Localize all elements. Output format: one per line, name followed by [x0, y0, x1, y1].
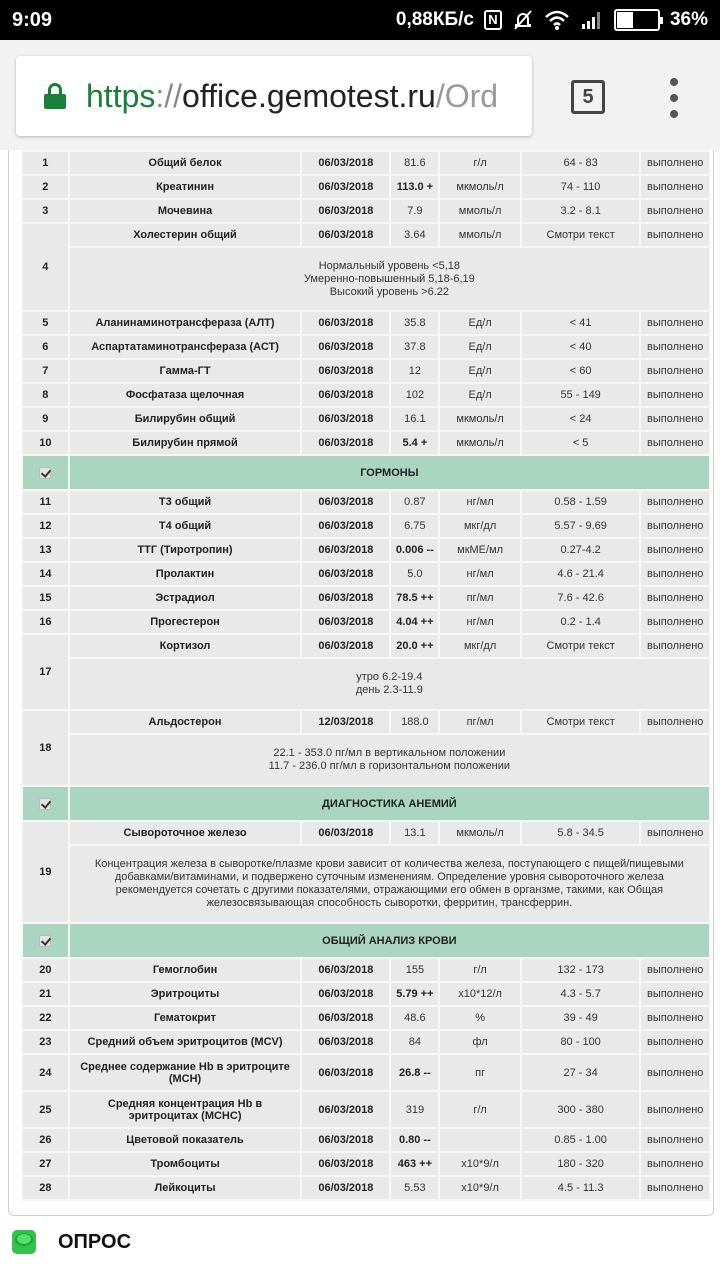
test-value: 81.6 [390, 151, 439, 175]
row-number: 9 [22, 407, 69, 431]
reference-range: 7.6 - 42.6 [521, 586, 641, 610]
test-unit [439, 1128, 521, 1152]
test-value: 102 [390, 383, 439, 407]
test-status: выполнено [640, 490, 710, 514]
table-row [22, 982, 710, 1006]
results-card [8, 150, 714, 1216]
checkbox-icon[interactable] [39, 798, 51, 810]
tab-switcher-button[interactable]: 5 [571, 80, 605, 114]
test-date: 06/03/2018 [301, 490, 390, 514]
url-separator: :// [155, 77, 183, 114]
test-name: Прогестерон [69, 610, 302, 634]
row-number: 18 [22, 710, 69, 786]
reference-note [69, 658, 710, 710]
test-status: выполнено [640, 982, 710, 1006]
wifi-icon [544, 9, 570, 31]
test-value: 78.5 ++ [390, 586, 439, 610]
test-date: 06/03/2018 [301, 407, 390, 431]
row-number: 17 [22, 634, 69, 710]
row-number: 26 [22, 1128, 69, 1152]
reference-range: 80 - 100 [521, 1030, 641, 1054]
test-status: выполнено [640, 1128, 710, 1152]
test-date: 06/03/2018 [301, 383, 390, 407]
test-name: Альдостерон [69, 710, 302, 734]
test-unit: % [439, 1006, 521, 1030]
row-number: 11 [22, 490, 69, 514]
table-row [22, 1091, 710, 1128]
test-status: выполнено [640, 821, 710, 845]
test-unit: нг/мл [439, 490, 521, 514]
table-row [22, 359, 710, 383]
test-date: 06/03/2018 [301, 335, 390, 359]
test-status: выполнено [640, 407, 710, 431]
test-name: Холестерин общий [69, 223, 302, 247]
test-status: выполнено [640, 562, 710, 586]
test-unit: пг/мл [439, 586, 521, 610]
table-row [22, 407, 710, 431]
test-name: Тромбоциты [69, 1152, 302, 1176]
test-date: 06/03/2018 [301, 538, 390, 562]
test-name: Аспартатаминотрансфераза (АСТ) [69, 335, 302, 359]
section-title: ГОРМОНЫ [69, 455, 710, 490]
test-status: выполнено [640, 634, 710, 658]
test-unit: x10*9/л [439, 1176, 521, 1200]
reference-range: 180 - 320 [521, 1152, 641, 1176]
section-checkbox-cell [22, 923, 69, 958]
test-name: Гематокрит [69, 1006, 302, 1030]
row-number: 10 [22, 431, 69, 455]
table-row [22, 1030, 710, 1054]
test-value: 12 [390, 359, 439, 383]
test-value: 155 [390, 958, 439, 982]
test-status: выполнено [640, 1176, 710, 1200]
test-name: Среднее содержание Hb в эритроците (MCH) [69, 1054, 302, 1091]
test-status: выполнено [640, 710, 710, 734]
table-row [22, 490, 710, 514]
test-status: выполнено [640, 1006, 710, 1030]
test-name: Пролактин [69, 562, 302, 586]
test-status: выполнено [640, 610, 710, 634]
test-unit: мкмоль/л [439, 821, 521, 845]
test-name: Билирубин общий [69, 407, 302, 431]
url-path: /Ord [435, 77, 499, 114]
test-unit: x10*9/л [439, 1152, 521, 1176]
url-host: office.gemotest.ru [182, 77, 436, 114]
test-name: Мочевина [69, 199, 302, 223]
test-unit: мкМЕ/мл [439, 538, 521, 562]
test-unit: нг/мл [439, 610, 521, 634]
test-value: 3.64 [390, 223, 439, 247]
table-row [22, 175, 710, 199]
test-value: 113.0 + [390, 175, 439, 199]
signal-icon [580, 10, 604, 30]
reference-range: < 60 [521, 359, 641, 383]
test-date: 06/03/2018 [301, 821, 390, 845]
checkbox-icon[interactable] [39, 467, 51, 479]
table-row [22, 821, 710, 845]
test-date: 06/03/2018 [301, 958, 390, 982]
test-name: Т3 общий [69, 490, 302, 514]
clock: 9:09 [12, 8, 53, 31]
reference-range: 0.58 - 1.59 [521, 490, 641, 514]
test-status: выполнено [640, 223, 710, 247]
table-row [22, 710, 710, 734]
test-date: 06/03/2018 [301, 1030, 390, 1054]
test-unit: пг/мл [439, 710, 521, 734]
reference-range: 300 - 380 [521, 1091, 641, 1128]
reference-range: < 24 [521, 407, 641, 431]
browser-toolbar [0, 40, 720, 150]
test-status: выполнено [640, 586, 710, 610]
test-unit: ммоль/л [439, 223, 521, 247]
test-name: Общий белок [69, 151, 302, 175]
test-value: 0.87 [390, 490, 439, 514]
test-unit: пг [439, 1054, 521, 1091]
test-value: 463 ++ [390, 1152, 439, 1176]
test-unit: мкмоль/л [439, 407, 521, 431]
test-name: Т4 общий [69, 514, 302, 538]
test-date: 06/03/2018 [301, 431, 390, 455]
reference-range: Смотри текст [521, 710, 641, 734]
note-line: Концентрация железа в сыворотке/плазме крови зависит от количества железа, поступающего с пищей/пищевыми добавками/витаминами, и подвержено суточным изменениям. Определение уровня сывороточного железа рекомендуется сочетать с другими показателями, отражающими его обмен в органзме, такими, как Общая железосвязывающая способность сыворотки, ферритин, трансферрин. [94, 858, 684, 909]
section-checkbox-cell [22, 455, 69, 490]
battery-percent: 36% [669, 9, 708, 30]
test-unit: г/л [439, 1091, 521, 1128]
reference-range: 3.2 - 8.1 [521, 199, 641, 223]
test-value: 4.04 ++ [390, 610, 439, 634]
test-name: Эстрадиол [69, 586, 302, 610]
test-unit: г/л [439, 958, 521, 982]
test-date: 06/03/2018 [301, 311, 390, 335]
table-row [22, 1128, 710, 1152]
lock-icon [44, 83, 66, 109]
test-status: выполнено [640, 151, 710, 175]
test-value: 48.6 [390, 1006, 439, 1030]
reference-range: 0.2 - 1.4 [521, 610, 641, 634]
test-unit: мкг/дл [439, 514, 521, 538]
reference-note [69, 845, 710, 923]
reference-range: < 41 [521, 311, 641, 335]
note-line: день 2.3-11.9 [355, 684, 423, 696]
table-row [22, 311, 710, 335]
test-date: 06/03/2018 [301, 1152, 390, 1176]
test-name: Гемоглобин [69, 958, 302, 982]
reference-range: 0.85 - 1.00 [521, 1128, 641, 1152]
table-row [22, 634, 710, 658]
row-number: 27 [22, 1152, 69, 1176]
test-name: Средний объем эритроцитов (MCV) [69, 1030, 302, 1054]
test-date: 06/03/2018 [301, 1091, 390, 1128]
test-date: 06/03/2018 [301, 1176, 390, 1200]
row-number: 2 [22, 175, 69, 199]
survey-link[interactable] [12, 1228, 131, 1256]
table-row [22, 1006, 710, 1030]
reference-range: 5.8 - 34.5 [521, 821, 641, 845]
test-unit: Ед/л [439, 311, 521, 335]
row-number: 23 [22, 1030, 69, 1054]
row-number: 28 [22, 1176, 69, 1200]
test-value: 5.0 [390, 562, 439, 586]
test-name: Кортизол [69, 634, 302, 658]
row-number: 8 [22, 383, 69, 407]
test-value: 5.79 ++ [390, 982, 439, 1006]
section-anemia [22, 786, 710, 821]
test-date: 06/03/2018 [301, 1006, 390, 1030]
row-number: 25 [22, 1091, 69, 1128]
note-line: Нормальный уровень <5,18 [318, 259, 461, 272]
reference-note [69, 734, 710, 786]
test-status: выполнено [640, 1030, 710, 1054]
reference-range: Смотри текст [521, 223, 641, 247]
test-status: выполнено [640, 1091, 710, 1128]
note-row [22, 247, 710, 311]
row-number: 1 [22, 151, 69, 175]
section-title: ОБЩИЙ АНАЛИЗ КРОВИ [69, 923, 710, 958]
row-number: 13 [22, 538, 69, 562]
survey-label: ОПРОС [58, 1230, 132, 1253]
reference-range: 27 - 34 [521, 1054, 641, 1091]
test-unit: мкмоль/л [439, 431, 521, 455]
test-date: 06/03/2018 [301, 982, 390, 1006]
test-name: Эритроциты [69, 982, 302, 1006]
row-number: 3 [22, 199, 69, 223]
test-name: Средняя концентрация Hb в эритроцитах (MCHC) [69, 1091, 302, 1128]
test-date: 06/03/2018 [301, 151, 390, 175]
test-date: 06/03/2018 [301, 610, 390, 634]
test-date: 06/03/2018 [301, 1128, 390, 1152]
test-name: Креатинин [69, 175, 302, 199]
table-row [22, 335, 710, 359]
status-bar [0, 0, 720, 40]
test-date: 06/03/2018 [301, 199, 390, 223]
test-unit: ммоль/л [439, 199, 521, 223]
table-row [22, 1152, 710, 1176]
test-unit: Ед/л [439, 359, 521, 383]
row-number: 24 [22, 1054, 69, 1091]
test-status: выполнено [640, 383, 710, 407]
network-speed: 0,88КБ/с [395, 9, 474, 30]
test-status: выполнено [640, 538, 710, 562]
reference-range: 74 - 110 [521, 175, 641, 199]
row-number: 4 [22, 223, 69, 311]
test-value: 20.0 ++ [390, 634, 439, 658]
reference-range: 64 - 83 [521, 151, 641, 175]
test-value: 7.9 [390, 199, 439, 223]
test-name: Лейкоциты [69, 1176, 302, 1200]
table-row [22, 1054, 710, 1091]
test-date: 06/03/2018 [301, 1054, 390, 1091]
table-row [22, 514, 710, 538]
reference-range: 39 - 49 [521, 1006, 641, 1030]
test-name: Сывороточное железо [69, 821, 302, 845]
test-status: выполнено [640, 359, 710, 383]
table-row [22, 958, 710, 982]
note-line: 11.7 - 236.0 пг/мл в горизонтальном положении [268, 760, 511, 772]
table-row [22, 610, 710, 634]
test-status: выполнено [640, 431, 710, 455]
test-unit: x10*12/л [439, 982, 521, 1006]
test-unit: мкмоль/л [439, 175, 521, 199]
row-number: 20 [22, 958, 69, 982]
table-row [22, 586, 710, 610]
test-date: 06/03/2018 [301, 359, 390, 383]
row-number: 22 [22, 1006, 69, 1030]
row-number: 5 [22, 311, 69, 335]
test-unit: Ед/л [439, 335, 521, 359]
test-value: 35.8 [390, 311, 439, 335]
test-unit: мкг/дл [439, 634, 521, 658]
test-value: 188.0 [390, 710, 439, 734]
test-value: 16.1 [390, 407, 439, 431]
row-number: 14 [22, 562, 69, 586]
test-status: выполнено [640, 514, 710, 538]
section-checkbox-cell [22, 786, 69, 821]
table-row [22, 562, 710, 586]
row-number: 21 [22, 982, 69, 1006]
note-line: Высокий уровень >6.22 [329, 285, 450, 298]
reference-range: < 40 [521, 335, 641, 359]
test-name: Аланинаминотрансфераза (АЛТ) [69, 311, 302, 335]
test-value: 84 [390, 1030, 439, 1054]
battery-icon [614, 9, 660, 31]
test-name: ТТГ (Тиротропин) [69, 538, 302, 562]
test-value: 319 [390, 1091, 439, 1128]
test-value: 13.1 [390, 821, 439, 845]
url-scheme: https [86, 77, 156, 114]
test-name: Фосфатаза щелочная [69, 383, 302, 407]
test-unit: Ед/л [439, 383, 521, 407]
note-line: 22.1 - 353.0 пг/мл в вертикальном положении [273, 747, 506, 759]
note-line: Умеренно-повышенный 5,18-6,19 [303, 272, 475, 285]
reference-range: 55 - 149 [521, 383, 641, 407]
test-unit: нг/мл [439, 562, 521, 586]
results-table [21, 150, 711, 1201]
reference-range: < 5 [521, 431, 641, 455]
reference-note [69, 247, 710, 311]
test-date: 06/03/2018 [301, 586, 390, 610]
url-bar[interactable] [16, 56, 532, 136]
section-hormones [22, 455, 710, 490]
test-value: 26.8 -- [390, 1054, 439, 1091]
note-row [22, 734, 710, 786]
row-number: 16 [22, 610, 69, 634]
row-number: 19 [22, 821, 69, 923]
note-row [22, 845, 710, 923]
test-value: 37.8 [390, 335, 439, 359]
note-line: утро 6.2-19.4 [356, 671, 423, 683]
test-status: выполнено [640, 311, 710, 335]
checkbox-icon[interactable] [39, 935, 51, 947]
overflow-menu-icon[interactable] [664, 78, 684, 118]
table-row [22, 431, 710, 455]
section-title: ДИАГНОСТИКА АНЕМИЙ [69, 786, 710, 821]
test-name: Билирубин прямой [69, 431, 302, 455]
row-number: 7 [22, 359, 69, 383]
row-number: 12 [22, 514, 69, 538]
test-status: выполнено [640, 958, 710, 982]
row-number: 15 [22, 586, 69, 610]
reference-range: Смотри текст [521, 634, 641, 658]
table-row [22, 1176, 710, 1200]
table-row [22, 383, 710, 407]
test-status: выполнено [640, 175, 710, 199]
test-value: 6.75 [390, 514, 439, 538]
reference-range: 4.3 - 5.7 [521, 982, 641, 1006]
test-date: 06/03/2018 [301, 175, 390, 199]
reference-range: 4.6 - 21.4 [521, 562, 641, 586]
table-row [22, 151, 710, 175]
reference-range: 132 - 173 [521, 958, 641, 982]
test-date: 06/03/2018 [301, 634, 390, 658]
test-date: 12/03/2018 [301, 710, 390, 734]
test-value: 5.53 [390, 1176, 439, 1200]
test-unit: г/л [439, 151, 521, 175]
test-date: 06/03/2018 [301, 562, 390, 586]
nfc-icon: N [484, 10, 502, 30]
notifications-muted-icon [512, 9, 534, 31]
table-row [22, 538, 710, 562]
test-date: 06/03/2018 [301, 223, 390, 247]
table-row [22, 199, 710, 223]
reference-range: 4.5 - 11.3 [521, 1176, 641, 1200]
test-value: 0.80 -- [390, 1128, 439, 1152]
test-name: Гамма-ГТ [69, 359, 302, 383]
test-name: Цветовой показатель [69, 1128, 302, 1152]
test-status: выполнено [640, 1152, 710, 1176]
row-number: 6 [22, 335, 69, 359]
chat-bubble-icon [12, 1230, 36, 1254]
table-row [22, 223, 710, 247]
note-row [22, 658, 710, 710]
reference-range: 5.57 - 9.69 [521, 514, 641, 538]
test-status: выполнено [640, 335, 710, 359]
test-unit: фл [439, 1030, 521, 1054]
test-date: 06/03/2018 [301, 514, 390, 538]
test-value: 5.4 + [390, 431, 439, 455]
test-status: выполнено [640, 199, 710, 223]
reference-range: 0.27-4.2 [521, 538, 641, 562]
test-value: 0.006 -- [390, 538, 439, 562]
section-cbc [22, 923, 710, 958]
test-status: выполнено [640, 1054, 710, 1091]
